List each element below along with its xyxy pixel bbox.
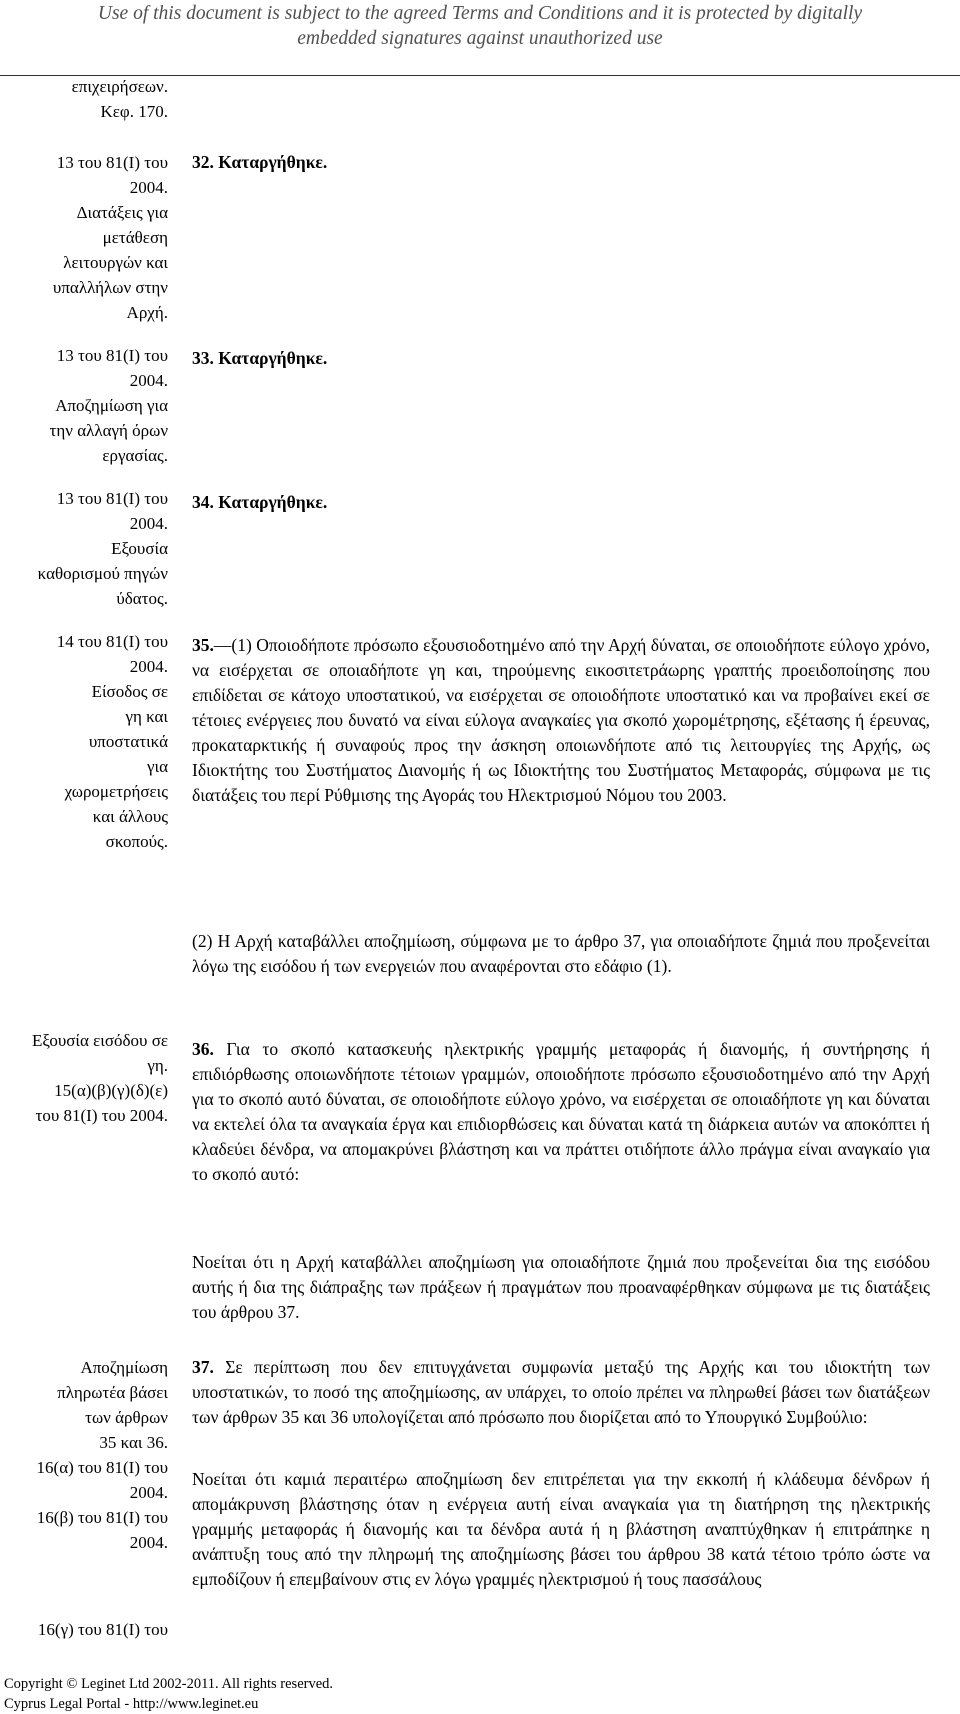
section-text: Καταργήθηκε. — [213, 152, 328, 172]
section-text: Καταργήθηκε. — [213, 492, 328, 512]
section-number: 35. — [192, 635, 214, 655]
margin-note: 14 του 81(Ι) του 2004. Είσοδος σε γη και υποστατικά για χωρομετρήσεις και άλλους σκοπούς. — [56, 632, 168, 851]
copyright-notice: Copyright © Leginet Ltd 2002-2011. All rights reserved. — [4, 1676, 334, 1692]
section-text: —(1) Οποιοδήποτε πρόσωπο εξουσιοδοτημένο από την Αρχή δύναται, σε οποιοδήποτε εύλογο χρόνο, να εισέρχεται σε οποιαδήποτε γη και, τηρούμενης εικοσιτετράωρης γραπτής προειδοποίησης που επιδίδεται σε κάτοχο υποστατικού, να εισέρχεται σε οποιοδήποτε υποστατικό και να προβαίνει εκεί σε τέτοιες ενέργειες που δυνατό να είναι εύλογα αναγκαίες για σκοπό χωρομέτρησης, εξέτασης ή έρευνας, προκαταρκτικής ή συναφούς προς την άσκηση οποιωνδήποτε από τις λειτουργίες της Αρχής, ως Ιδιοκτήτης του Συστήματος Διανομής ή ως Ιδιοκτήτης του Συστήματος Μεταφοράς, σύμφωνα με τις διατάξεις του περί Ρύθμισης της Αγοράς του Ηλεκτρισμού Νόμου του 2003. — [192, 635, 930, 805]
margin-note: Εξουσία εισόδου σε γη. 15(α)(β)(γ)(δ)(ε) του 81(Ι) του 2004. — [32, 1031, 168, 1125]
margin-note: 13 του 81(Ι) του 2004. Διατάξεις για μετάθεση λειτουργών και υπαλλήλων στην Αρχή. — [52, 153, 168, 322]
section-number: 32. — [192, 152, 214, 172]
section-number: 37. — [192, 1357, 214, 1377]
margin-note: 13 του 81(Ι) του 2004. Αποζημίωση για την αλλαγή όρων εργασίας. — [49, 346, 168, 465]
section-text: Σε περίπτωση που δεν επιτυγχάνεται συμφωνία μεταξύ της Αρχής και του ιδιοκτήτη των υποστατικών, το ποσό της αποζημίωσης, αν υπάρχει, το οποίο πρέπει να πληρωθεί βάσει των διατάξεων των άρθρων 35 και 36 υπολογίζεται από πρόσωπο που διορίζεται από το Υπουργικό Συμβούλιο: — [192, 1357, 930, 1427]
section-34 — [192, 490, 930, 515]
section-37-paragraph-1 — [192, 1355, 930, 1430]
protection-notice-line-1: Use of this document is subject to the agreed Terms and Conditions and it is protected by digitally — [97, 3, 863, 24]
section-32 — [192, 150, 930, 175]
section-36-paragraph-2: Νοείται ότι η Αρχή καταβάλλει αποζημίωση για οποιαδήποτε ζημιά που προξενείται δια της εισόδου αυτής ή δια της διάπραξης των πράξεων ή πραγμάτων που προαναφέρθηκαν σύμφωνα με τις διατάξεις του άρθρου 37. — [192, 1252, 930, 1322]
section-35-paragraph-1 — [192, 633, 930, 808]
section-number: 34. — [192, 492, 214, 512]
section-text: Για το σκοπό κατασκευής ηλεκτρικής γραμμής μεταφοράς ή διανομής, ή συντήρησης ή επιδιόρθωσης οποιωνδήποτε τέτοιων γραμμών, οποιοδήποτε πρόσωπο εξουσιοδοτημένο από την Αρχή για το σκοπό αυτό δύναται, σε οποιοδήποτε εύλογο χρόνο, να εισέρχεται σε οποιαδήποτε γη και δύναται να εκτελεί όλα τα αναγκαία έργα και επιδιορθώσεις και δύναται κατά τη διάρκεια αυτών να αποκόπτει ή κλαδεύει δένδρα, να απομακρύνει βλάστηση και να πράττει οτιδήποτε άλλο πράγμα είναι αναγκαίο για το σκοπό αυτό: — [192, 1039, 930, 1184]
section-37-paragraph-2: Νοείται ότι καμιά περαιτέρω αποζημίωση δεν επιτρέπεται για την εκκοπή ή κλάδευμα δένδρων ή απομάκρυνση βλάστησης όταν η ενέργεια αυτή είναι αναγκαία για τη διατήρηση της ηλεκτρικής γραμμής μεταφοράς ή διανομής και τα δένδρα αυτά ή η βλάστηση αναπτύχθηκαν ή επιτράπηκε η ανάπτυξη τους από την πληρωμή της αποζημίωσης βάσει του άρθρου 38 κατά τέτοιο τρόπο ώστε να εμποδίζουν ή επεμβαίνουν στις εν λόγω γραμμές ηλεκτρισμού ή τους πασσάλους — [192, 1469, 930, 1589]
protection-notice-header — [0, 0, 960, 76]
section-33 — [192, 346, 930, 371]
section-number: 33. — [192, 348, 214, 368]
portal-link: Cyprus Legal Portal - http://www.leginet.eu — [4, 1696, 259, 1712]
page-footer — [4, 1674, 333, 1714]
section-text: Καταργήθηκε. — [213, 348, 328, 368]
margin-note: επιχειρήσεων. Κεφ. 170. — [71, 77, 168, 121]
protection-notice-line-2: embedded signatures against unauthorized use — [297, 28, 663, 49]
margin-note: 16(γ) του 81(Ι) του — [37, 1620, 168, 1639]
section-number: 36. — [192, 1039, 214, 1059]
margin-note: Αποζημίωση πληρωτέα βάσει των άρθρων 35 και 36. 16(α) του 81(Ι) του 2004. 16(β) του 81(Ι) του 2004. — [36, 1358, 168, 1552]
margin-note: 13 του 81(Ι) του 2004. Εξουσία καθορισμού πηγών ύδατος. — [37, 489, 168, 608]
section-36-paragraph-1 — [192, 1037, 930, 1187]
section-35-paragraph-2: (2) Η Αρχή καταβάλλει αποζημίωση, σύμφωνα με το άρθρο 37, για οποιαδήποτε ζημιά που προξενείται λόγω της εισόδου ή των ενεργειών που αναφέρονται στο εδάφιο (1). — [192, 931, 930, 976]
